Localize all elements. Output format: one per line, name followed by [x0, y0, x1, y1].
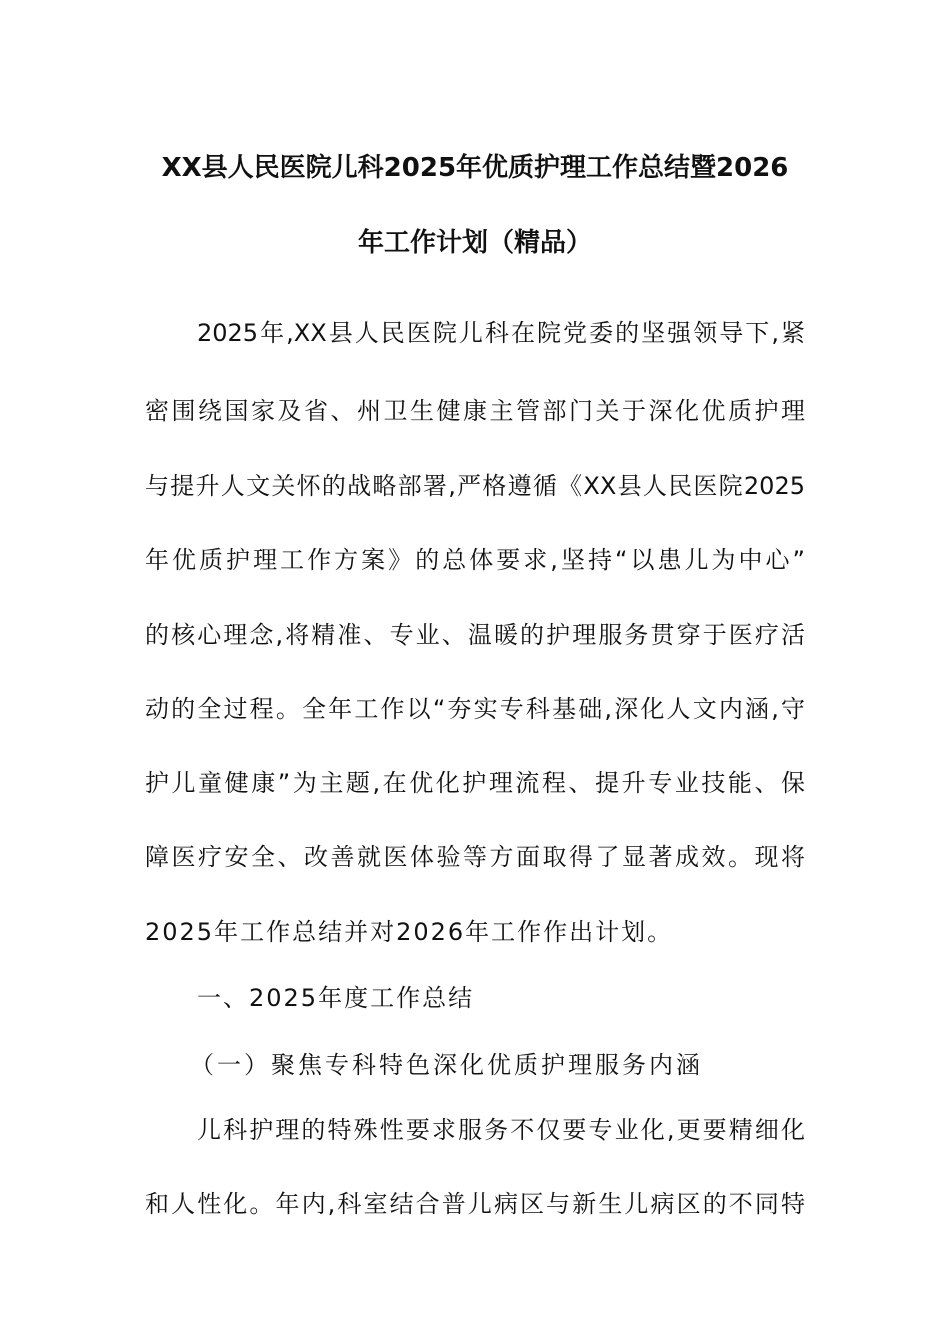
paragraph-line: 动的全过程。全年工作以“夯实专科基础,深化人文内涵,守 [145, 695, 805, 723]
section-heading-1: 一、2025年度工作总结 [197, 984, 475, 1012]
paragraph-line: 2025年工作总结并对2026年工作作出计划。 [145, 918, 674, 946]
paragraph-line: 和人性化。年内,科室结合普儿病区与新生儿病区的不同特 [145, 1190, 805, 1218]
paragraph-line: 密围绕国家及省、州卫生健康主管部门关于深化优质护理 [145, 397, 805, 425]
paragraph-line: 年优质护理工作方案》的总体要求,坚持“以患儿为中心” [145, 546, 805, 574]
paragraph-line: 的核心理念,将精准、专业、温暖的护理服务贯穿于医疗活 [145, 621, 805, 649]
paragraph-line: 护儿童健康”为主题,在优化护理流程、提升专业技能、保 [145, 769, 805, 797]
subsection-heading-1: （一）聚焦专科特色深化优质护理服务内涵 [190, 1051, 703, 1079]
document-title-line-2: 年工作计划（精品） [357, 228, 592, 258]
paragraph-line: 2025年,XX县人民医院儿科在院党委的坚强领导下,紧 [197, 319, 805, 347]
paragraph-line: 儿科护理的特殊性要求服务不仅要专业化,更要精细化 [197, 1116, 805, 1144]
paragraph-line: 与提升人文关怀的战略部署,严格遵循《XX县人民医院2025 [145, 472, 805, 500]
paragraph-line: 障医疗安全、改善就医体验等方面取得了显著成效。现将 [145, 843, 805, 871]
document-title-line-1: XX县人民医院儿科2025年优质护理工作总结暨2026 [161, 153, 789, 183]
